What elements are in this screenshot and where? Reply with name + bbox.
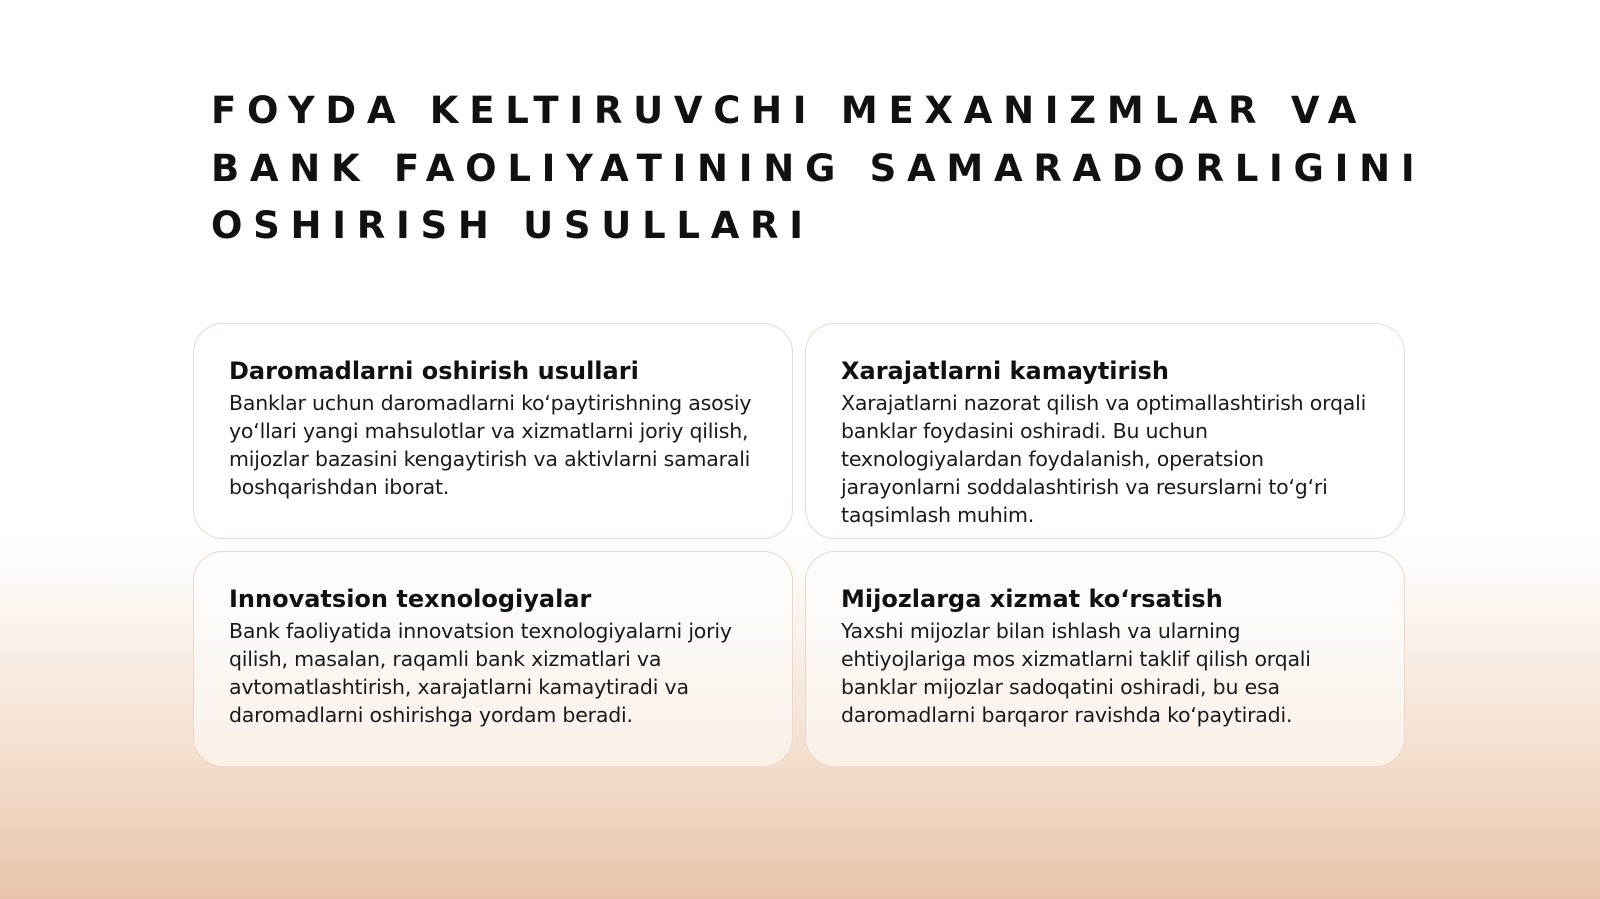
card-text: Yaxshi mijozlar bilan ishlash va ularning ehtiyojlariga mos xizmatlarni taklif qilish orqali banklar mijozlar sadoqatini oshiradi, bu esa daromadlarni barqaror ravishda ko‘paytiradi. bbox=[841, 619, 1311, 727]
slide-title bbox=[211, 82, 1431, 255]
card-title: Mijozlarga xizmat ko‘rsatish bbox=[841, 585, 1223, 613]
card-customer-service bbox=[805, 551, 1405, 767]
card-title: Xarajatlarni kamaytirish bbox=[841, 357, 1169, 385]
card-revenue-methods bbox=[193, 323, 793, 539]
slide-title-line: FOYDA KELTIRUVCHI MEXANIZMLAR VA bbox=[211, 89, 1368, 132]
card-text: Banklar uchun daromadlarni ko‘paytirishning asosiy yo‘llari yangi mahsulotlar va xizmatlarni joriy qilish, mijozlar bazasini kengaytirish va aktivlarni samarali boshqarishdan iborat. bbox=[229, 391, 752, 499]
card-text: Bank faoliyatida innovatsion texnologiyalarni joriy qilish, masalan, raqamli bank xizmatlari va avtomatlashtirish, xarajatlarni kamaytiradi va daromadlarni oshirishga yordam beradi. bbox=[229, 619, 732, 727]
cards-grid bbox=[193, 323, 1405, 767]
card-text: Xarajatlarni nazorat qilish va optimallashtirish orqali banklar foydasini oshiradi. Bu uchun texnologiyalardan foydalanish, operatsion jarayonlarni soddalashtirish va resurslarni to‘g‘ri taqsimlash muhim. bbox=[841, 391, 1367, 527]
card-cost-reduction bbox=[805, 323, 1405, 539]
slide-title-line: BANK FAOLIYATINING SAMARADORLIGINI bbox=[211, 146, 1426, 190]
slide-title-line: OSHIRISH USULLARI bbox=[211, 204, 814, 247]
card-title: Innovatsion texnologiyalar bbox=[229, 585, 592, 613]
card-title: Daromadlarni oshirish usullari bbox=[229, 357, 639, 385]
card-innovative-technologies bbox=[193, 551, 793, 767]
